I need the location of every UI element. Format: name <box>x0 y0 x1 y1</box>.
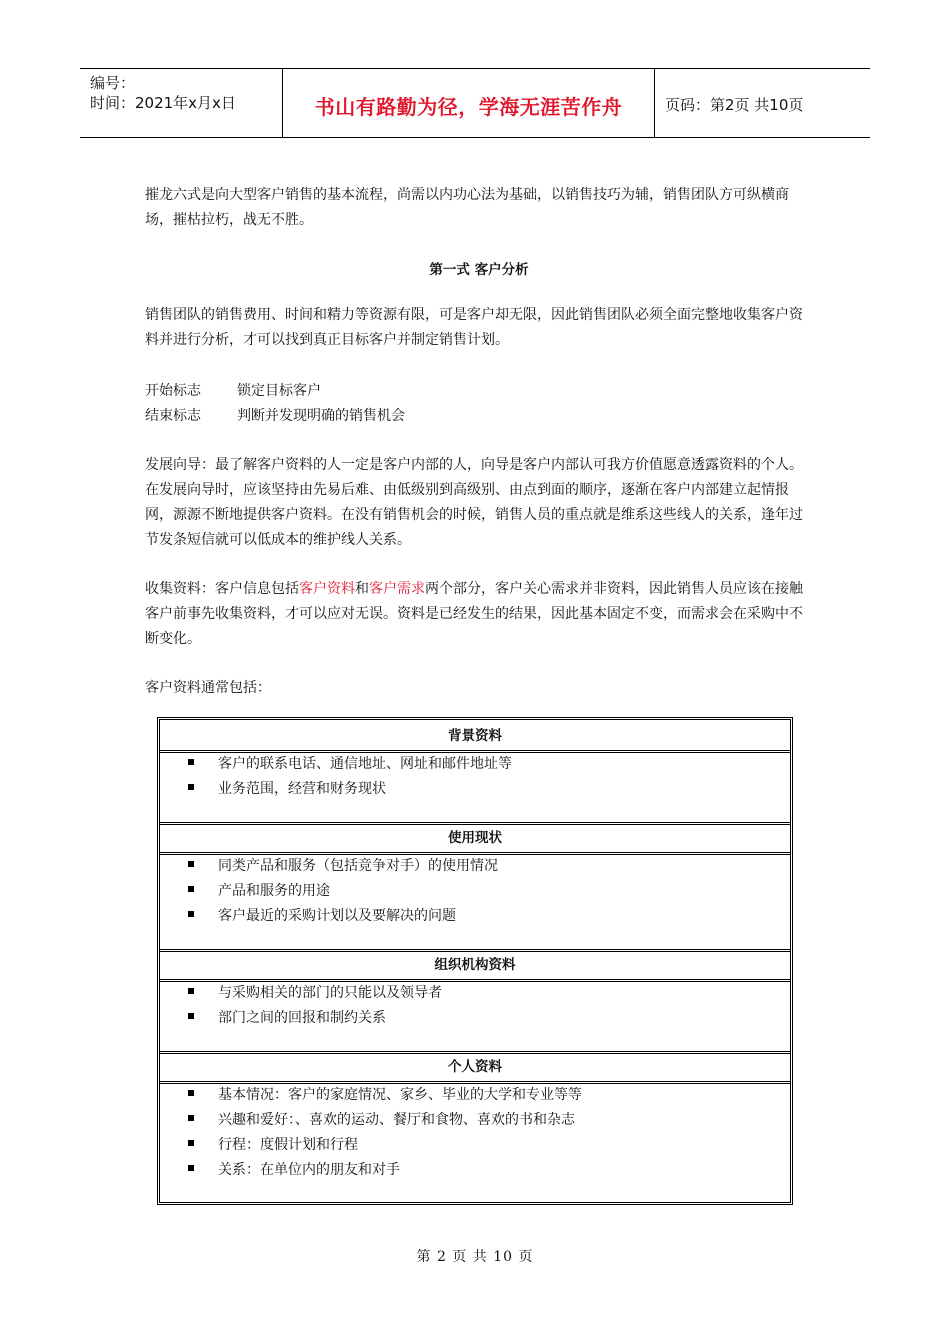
collect-mid: 和 <box>355 581 369 597</box>
bullet-icon <box>188 759 194 765</box>
start-mark-key: 开始标志 <box>145 383 201 399</box>
collect-prefix: 收集资料：客户信息包括 <box>145 581 299 597</box>
list-item: 客户最近的采购计划以及要解决的问题 <box>188 906 456 926</box>
intro-paragraph: 摧龙六式是向大型客户销售的基本流程，尚需以内功心法为基础，以销售技巧为辅，销售团队方可纵横商场，摧枯拉朽，战无不胜。 <box>145 187 789 228</box>
list-item: 客户的联系电话、通信地址、网址和邮件地址等 <box>188 754 512 774</box>
list-item: 行程：度假计划和行程 <box>188 1135 358 1155</box>
paragraph-resources: 销售团队的销售费用、时间和精力等资源有限，可是客户却无限，因此销售团队必须全面完整地收集客户资料并进行分析，才可以找到真正目标客户并制定销售计划。 <box>145 307 803 348</box>
customer-data-table <box>157 717 793 1205</box>
bullet-icon <box>188 1090 194 1096</box>
document-date-label: 时间：2021年x月x日 <box>90 94 236 112</box>
header-page-info: 页码：第2页 共10页 <box>665 96 804 114</box>
table-section-title: 背景资料 <box>160 723 790 753</box>
list-item: 产品和服务的用途 <box>188 881 330 901</box>
list-item: 兴趣和爱好：、喜欢的运动、餐厅和食物、喜欢的书和杂志 <box>188 1110 575 1130</box>
paragraph-guide: 发展向导：最了解客户资料的人一定是客户内部的人，向导是客户内部认可我方价值愿意透露资料的个人。在发展向导时，应该坚持由先易后难、由低级别到高级别、由点到面的顺序，逐渐在客户内部建立起情报网，源源不断地提供客户资料。在没有销售机会的时候，销售人员的重点就是维系这些线人的关系，逢年过节发条短信就可以低成本的维护线人关系。 <box>145 457 803 548</box>
paragraph-collect <box>145 577 813 652</box>
list-item: 与采购相关的部门的只能以及领导者 <box>188 983 442 1003</box>
list-item: 业务范围，经营和财务现状 <box>188 779 386 799</box>
bullet-icon <box>188 911 194 917</box>
list-item: 基本情况：客户的家庭情况、家乡、毕业的大学和专业等等 <box>188 1085 582 1105</box>
customer-data-highlight: 客户资料 <box>299 581 355 597</box>
header-middle-cell <box>283 69 655 137</box>
bullet-icon <box>188 988 194 994</box>
header-right-cell <box>655 69 870 137</box>
bullet-icon <box>188 784 194 790</box>
start-mark-value: 锁定目标客户 <box>237 383 321 399</box>
end-mark-key: 结束标志 <box>145 408 201 424</box>
page-footer: 第 2 页 共 10 页 <box>416 1249 534 1265</box>
paragraph-includes: 客户资料通常包括： <box>145 680 271 696</box>
table-section-title: 组织机构资料 <box>160 949 790 982</box>
page-header <box>80 68 870 138</box>
bullet-icon <box>188 1013 194 1019</box>
collect-suffix: 两个部分，客户关心需求并非资料，因此销售人员应该在接触客户前事先收集资料，才可以应对无误。资料是已经发生的结果，因此基本固定不变，而需求会在采购中不断变化。 <box>145 581 803 647</box>
table-section-title: 个人资料 <box>160 1051 790 1084</box>
list-item: 同类产品和服务（包括竞争对手）的使用情况 <box>188 856 498 876</box>
bullet-icon <box>188 1115 194 1121</box>
document-number-label: 编号： <box>90 74 136 92</box>
bullet-icon <box>188 886 194 892</box>
table-section-title: 使用现状 <box>160 822 790 855</box>
header-left-cell <box>80 69 283 137</box>
list-item: 部门之间的回报和制约关系 <box>188 1008 386 1028</box>
customer-needs-highlight: 客户需求 <box>369 581 425 597</box>
end-mark-row <box>145 405 405 425</box>
start-mark-row <box>145 380 321 400</box>
list-item: 关系：在单位内的朋友和对手 <box>188 1160 400 1180</box>
section-heading: 第一式 客户分析 <box>429 262 529 278</box>
bullet-icon <box>188 1140 194 1146</box>
header-motto: 书山有路勤为径，学海无涯苦作舟 <box>314 95 623 119</box>
bullet-icon <box>188 1165 194 1171</box>
end-mark-value: 判断并发现明确的销售机会 <box>237 408 405 424</box>
bullet-icon <box>188 861 194 867</box>
